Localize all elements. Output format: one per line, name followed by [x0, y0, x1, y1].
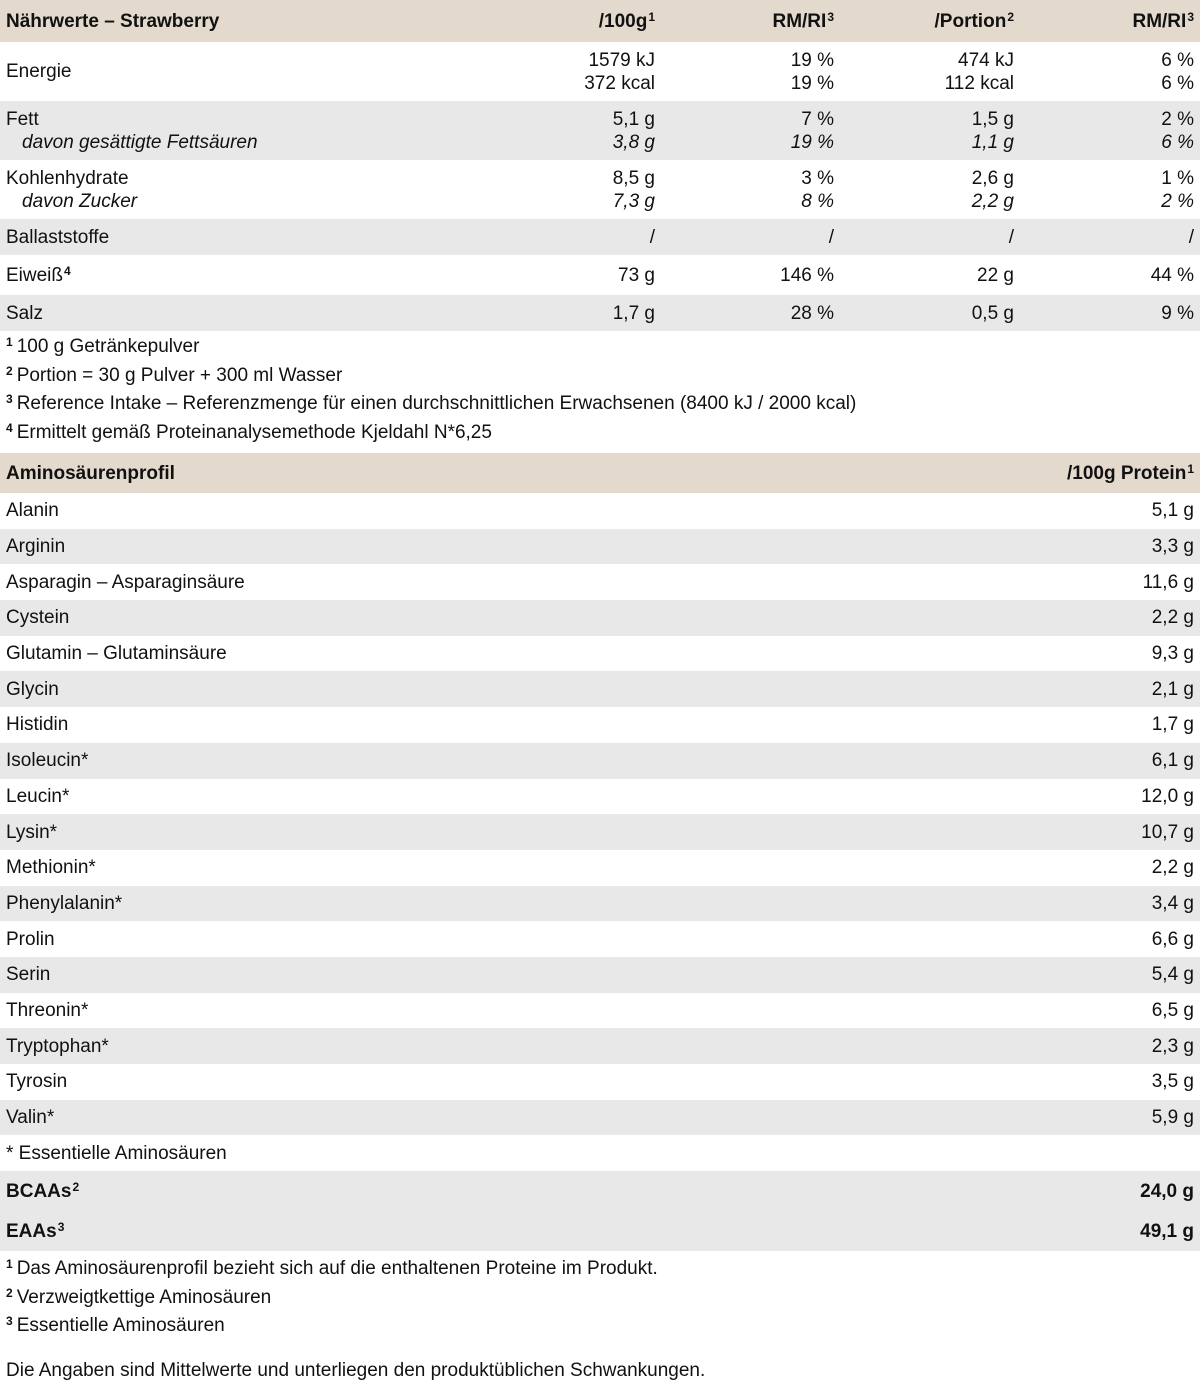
table-row — [0, 1028, 1200, 1064]
amino-header-row: Aminosäurenprofil /100g Protein$^1$ — [0, 453, 1200, 493]
amino-label: Tryptophan* — [6, 1035, 109, 1057]
table-row — [0, 1064, 1200, 1100]
amino-value: 2,1 g — [1151, 678, 1194, 700]
col-rm-ri-portion: RM/RI — [1132, 10, 1187, 32]
amino-value: 6,5 g — [1151, 999, 1194, 1021]
essential-note: * Essentielle Aminosäuren — [6, 1142, 227, 1164]
table-row — [0, 814, 1200, 850]
amino-table-body — [0, 493, 1200, 1135]
amino-value: 1,7 g — [1151, 714, 1194, 736]
col-rm-ri: RM/RI — [772, 10, 827, 32]
amino-label: Threonin* — [6, 999, 89, 1021]
amino-label: Histidin — [6, 714, 69, 736]
row-label: Kohlenhydrate — [6, 167, 129, 189]
amino-value: 5,9 g — [1151, 1107, 1194, 1129]
table-row — [0, 743, 1200, 779]
footnote: $^2$ Verzweigtkettige Aminosäuren — [6, 1285, 272, 1308]
amino-label: Serin — [6, 964, 51, 986]
amino-value: 6,6 g — [1151, 928, 1194, 950]
table-row — [0, 671, 1200, 707]
footnote: $^1$ 100 g Getränkepulver — [6, 335, 200, 357]
table-row: Kohlenhydrate davon Zucker 8,5 g 7,3 g 3 % 8 % 2,6 g 2,2 g 1 % 2 % — [0, 160, 1200, 219]
amino-value: 3,5 g — [1151, 1071, 1194, 1093]
table-row: Ballaststoffe / / / / — [0, 219, 1200, 255]
footnote: $^1$ Das Aminosäurenprofil bezieht sich auf die enthaltenen Proteine im Produkt. — [6, 1257, 658, 1280]
table-row — [0, 636, 1200, 672]
row-label: Ballaststoffe — [6, 226, 110, 248]
row-label: Fett — [6, 108, 39, 130]
amino-value: 3,3 g — [1151, 536, 1194, 558]
amino-label: Phenylalanin* — [6, 892, 123, 914]
footnote: $^2$ Portion = 30 g Pulver + 300 ml Wasser — [6, 363, 343, 386]
amino-value: 6,1 g — [1151, 750, 1194, 772]
table-row — [0, 1100, 1200, 1136]
row-label: Salz — [6, 302, 43, 324]
table-row — [0, 564, 1200, 600]
amino-label: Glycin — [6, 678, 59, 700]
table-row — [0, 957, 1200, 993]
amino-label: Valin* — [6, 1107, 55, 1129]
amino-label: Methionin* — [6, 857, 96, 879]
amino-value: 2,2 g — [1151, 857, 1194, 879]
amino-label: Leucin* — [6, 785, 70, 807]
col-per-portion: /Portion — [934, 10, 1007, 32]
col-per-100g: /100g — [598, 10, 648, 32]
table-row — [0, 600, 1200, 636]
table-row — [0, 529, 1200, 565]
amino-label: Tyrosin — [6, 1071, 68, 1093]
total-value: 49,1 g — [1140, 1220, 1194, 1242]
table-row — [0, 921, 1200, 957]
amino-value: 5,4 g — [1151, 964, 1194, 986]
table-row — [0, 993, 1200, 1029]
table-row: Eiweiß$^4$ 73 g 146 % 22 g 44 % — [0, 255, 1200, 295]
amino-label: Glutamin – Glutaminsäure — [6, 643, 227, 665]
footnote: $^3$ Reference Intake – Referenzmenge für einen durchschnittlichen Erwachsenen (8400 kJ / 2000 kcal) — [6, 392, 857, 414]
total-row-eaas: EAAs$^3$ 49,1 g — [0, 1211, 1200, 1251]
amino-label: Alanin — [6, 500, 59, 522]
amino-label: Prolin — [6, 928, 55, 950]
col-per-100g-protein: /100g Protein — [1066, 462, 1187, 484]
total-label: EAAs — [6, 1220, 57, 1242]
amino-value: 2,2 g — [1151, 607, 1194, 629]
amino-label: Lysin* — [6, 821, 58, 843]
table-row — [0, 707, 1200, 743]
disclaimer: Die Angaben sind Mittelwerte und unterliegen den produktüblichen Schwankungen. — [6, 1360, 706, 1382]
table-row: Salz 1,7 g 28 % 0,5 g 9 % — [0, 295, 1200, 331]
table-row — [0, 779, 1200, 815]
nutrition-footnotes — [0, 331, 1200, 453]
row-sublabel: davon Zucker — [22, 190, 138, 212]
total-value: 24,0 g — [1140, 1180, 1194, 1202]
amino-value: 2,3 g — [1151, 1035, 1194, 1057]
footnote: $^3$ Essentielle Aminosäuren — [6, 1314, 225, 1337]
table-row — [0, 886, 1200, 922]
amino-value: 10,7 g — [1141, 821, 1194, 843]
amino-value: 3,4 g — [1151, 892, 1194, 914]
table-row — [0, 850, 1200, 886]
amino-label: Isoleucin* — [6, 750, 89, 772]
amino-footnotes — [0, 1251, 1200, 1345]
amino-label: Asparagin – Asparaginsäure — [6, 571, 245, 593]
table-row: Fett davon gesättigte Fettsäuren 5,1 g 3,8 g 7 % 19 % 1,5 g 1,1 g 2 % 6 % — [0, 101, 1200, 160]
table-row: Energie 1579 kJ 372 kcal 19 % 19 % 474 kJ 112 kcal 6 % 6 % — [0, 42, 1200, 101]
row-label: Energie — [6, 61, 72, 82]
essential-note-row — [0, 1135, 1200, 1171]
nutrition-header-row: Nährwerte – Strawberry $/100g^1$ $RM/RI^3$ /Portion$^2$ $RM/RI^3$ — [0, 0, 1200, 42]
amino-value: 5,1 g — [1151, 500, 1194, 522]
amino-label: Arginin — [6, 536, 66, 558]
amino-value: 9,3 g — [1151, 643, 1194, 665]
amino-value: 12,0 g — [1141, 785, 1194, 807]
row-sublabel: davon gesättigte Fettsäuren — [22, 131, 258, 153]
amino-title: Aminosäurenprofil — [6, 462, 175, 484]
table-row — [0, 493, 1200, 529]
nutrition-title: Nährwerte – Strawberry — [6, 10, 220, 32]
total-row-bcaas: BCAAs$^2$ 24,0 g — [0, 1171, 1200, 1211]
total-label: BCAAs — [6, 1180, 72, 1202]
row-label: Eiweiß — [6, 264, 64, 286]
footnote: $^4$ Ermittelt gemäß Proteinanalysemethode Kjeldahl N*6,25 — [6, 420, 492, 443]
amino-label: Cystein — [6, 607, 70, 629]
amino-value: 11,6 g — [1142, 571, 1194, 593]
